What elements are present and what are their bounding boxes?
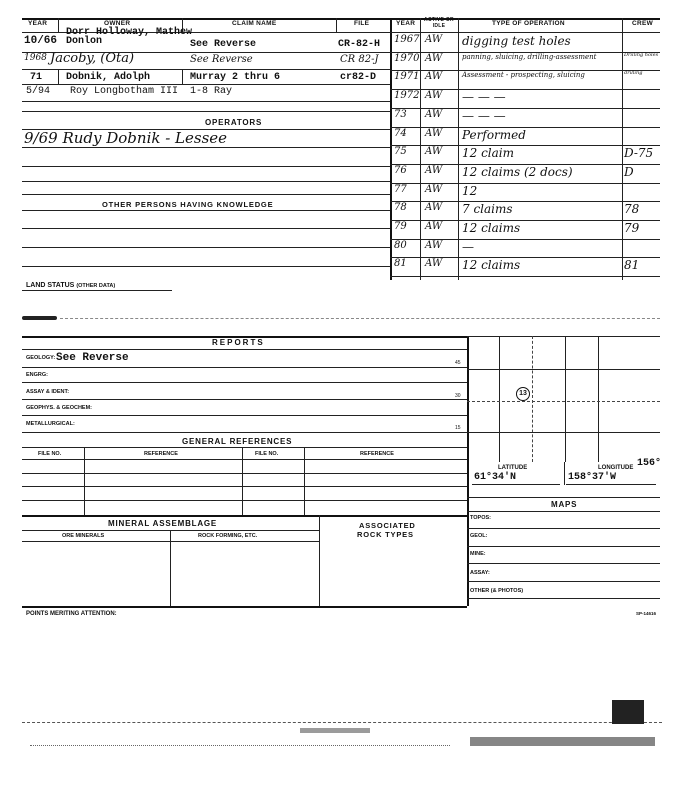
col-divider xyxy=(58,69,59,84)
claim-year: 71 xyxy=(30,72,43,83)
activity-type: 12 claim xyxy=(462,146,515,161)
rock-forming-header: ROCK FORMING, ETC. xyxy=(198,533,258,539)
rock-types-label: ROCK TYPES xyxy=(357,530,414,539)
claims-file-header: FILE xyxy=(354,20,370,27)
grid-top-border xyxy=(467,336,660,337)
activity-year: 80 xyxy=(394,239,407,251)
metallurgical-label: METALLURGICAL: xyxy=(26,421,75,427)
activity-status: AW xyxy=(425,202,443,214)
activity-status: AW xyxy=(425,127,443,139)
ore-minerals-header: ORE MINERALS xyxy=(62,533,105,539)
scan-mark xyxy=(470,737,655,746)
row-line xyxy=(22,147,390,148)
scan-line xyxy=(30,745,450,746)
activity-row-line xyxy=(390,276,660,277)
activity-year: 1972 xyxy=(394,90,420,102)
activity-type-header: TYPE OF OPERATION xyxy=(492,20,565,27)
grid-left-border xyxy=(467,336,469,606)
activity-year: 1967 xyxy=(394,34,420,45)
longitude-extra: 156° xyxy=(637,458,662,469)
activity-type: — — — xyxy=(462,108,506,123)
activity-header-divider xyxy=(390,32,660,33)
gen-ref-header-line xyxy=(22,447,467,448)
activity-status: AW xyxy=(425,164,443,176)
row-line xyxy=(22,486,467,487)
row-line xyxy=(22,515,467,517)
latitude-underline xyxy=(472,484,560,485)
row-line xyxy=(467,581,660,582)
grid-line xyxy=(532,336,533,462)
maps-other-label: OTHER (& PHOTOS) xyxy=(470,588,524,594)
operator-entry: 9/69 Rudy Dobnik - Lessee xyxy=(24,129,228,147)
activity-type: 12 claims xyxy=(462,258,521,273)
row-line xyxy=(22,69,390,70)
claim-year: 5/94 xyxy=(26,86,51,97)
engrg-label: ENGRG: xyxy=(26,372,48,378)
activity-year: 74 xyxy=(394,127,407,139)
activity-type: 12 claims xyxy=(462,221,521,235)
activity-type: 12 xyxy=(462,183,478,198)
operators-title: OPERATORS xyxy=(205,118,263,127)
row-line xyxy=(22,415,467,416)
activity-year-header: YEAR xyxy=(396,20,416,27)
scan-mark xyxy=(300,728,370,733)
activity-crew: D-75 xyxy=(624,146,654,161)
claims-name-header: CLAIM NAME xyxy=(232,20,277,27)
col-divider xyxy=(84,447,85,515)
col-divider xyxy=(420,18,421,280)
claim-year: 10/66 xyxy=(24,35,58,47)
activity-status: AW xyxy=(425,52,443,64)
activity-status: AW xyxy=(425,258,443,270)
gen-ref-file-header: FILE NO. xyxy=(38,451,62,457)
activity-status: AW xyxy=(425,146,443,158)
activity-type: 7 claims xyxy=(462,202,513,217)
row-line xyxy=(22,459,467,460)
land-status-title: LAND STATUS xyxy=(26,282,75,289)
activity-year: 73 xyxy=(394,108,407,120)
assay-ident-label: ASSAY & IDENT: xyxy=(26,389,70,395)
claim-name: See Reverse xyxy=(190,54,253,65)
row-line xyxy=(467,598,660,599)
activity-status: AW xyxy=(425,108,443,120)
scale-label: 45 xyxy=(455,360,461,366)
activity-year: 76 xyxy=(394,164,407,176)
row-line xyxy=(467,563,660,564)
activity-type: — xyxy=(462,239,474,254)
row-line xyxy=(467,528,660,529)
scan-mark xyxy=(22,316,57,320)
row-line xyxy=(22,101,390,102)
latitude-value: 61°34'N xyxy=(474,472,517,483)
activity-status: AW xyxy=(425,239,443,251)
claim-owner: Roy Longbotham III xyxy=(70,86,179,97)
geology-label: GEOLOGY: xyxy=(26,355,56,361)
grid-line xyxy=(499,336,500,462)
land-status-label xyxy=(26,282,115,289)
activity-status: AW xyxy=(425,90,443,102)
grid-line xyxy=(467,369,660,370)
gen-ref-file-header: FILE NO. xyxy=(255,451,279,457)
longitude-underline xyxy=(566,484,656,485)
activity-status: AW xyxy=(425,34,443,45)
activity-crew: 81 xyxy=(624,258,640,273)
col-divider xyxy=(242,447,243,515)
activity-crew: D xyxy=(624,164,634,179)
activity-crew-header: CREW xyxy=(632,20,654,27)
row-line xyxy=(22,84,390,85)
row-line xyxy=(22,247,390,248)
row-line xyxy=(22,194,390,195)
activity-crew: 79 xyxy=(624,221,640,235)
activity-year: 1970 xyxy=(394,52,420,64)
activity-type: 12 claims (2 docs) xyxy=(462,164,573,179)
row-line xyxy=(22,181,390,182)
activity-left-border xyxy=(390,18,392,280)
row-line xyxy=(22,473,467,474)
other-persons-title: OTHER PERSONS HAVING KNOWLEDGE xyxy=(102,200,274,209)
scan-line xyxy=(22,722,662,723)
maps-topos-label: TOPOS: xyxy=(470,515,491,521)
col-divider xyxy=(319,515,320,606)
maps-geol-label: GEOL: xyxy=(470,533,488,539)
activity-status: AW xyxy=(425,221,443,232)
grid-line xyxy=(467,401,660,402)
claim-name: 1-8 Ray xyxy=(190,86,233,97)
activity-type: digging test holes xyxy=(462,34,571,48)
activity-crew: Drilling holes xyxy=(624,51,659,58)
maps-title: MAPS xyxy=(551,500,578,509)
col-divider xyxy=(336,18,337,32)
row-line xyxy=(22,382,467,383)
activity-crew: 78 xyxy=(624,202,640,217)
activity-type: panning, sluicing, drilling-assessment xyxy=(462,52,597,61)
reports-title: REPORTS xyxy=(212,338,265,347)
activity-status: AW xyxy=(425,71,443,83)
maps-assay-label: ASSAY: xyxy=(470,570,490,576)
activity-type: Assessment - prospecting, sluicing xyxy=(462,71,585,80)
row-line xyxy=(467,546,660,547)
claim-owner: Jacoby, (Ota) xyxy=(50,51,135,66)
claim-owner: Dobnik, Adolph xyxy=(66,72,151,83)
grid-line xyxy=(565,336,566,462)
associated-label: ASSOCIATED xyxy=(359,521,416,530)
claim-name: See Reverse xyxy=(190,39,257,50)
grid-line xyxy=(467,432,660,433)
location-circle-marker: 13 xyxy=(516,387,530,401)
claim-owner: Dorr Holloway, Mathew Donlon xyxy=(66,27,193,47)
col-divider xyxy=(458,18,459,280)
col-divider xyxy=(182,69,183,84)
activity-crew: drilling xyxy=(624,70,643,77)
row-line xyxy=(22,500,467,501)
col-divider xyxy=(58,18,59,32)
activity-year: 79 xyxy=(394,221,407,232)
activity-status: AW xyxy=(425,183,443,195)
claims-owner-header: OWNER xyxy=(104,20,131,27)
points-meriting-attention-label: POINTS MERITING ATTENTION: xyxy=(26,611,117,617)
form-number: SP-14616 xyxy=(636,611,657,616)
section-bottom-line xyxy=(22,606,467,608)
row-line xyxy=(22,111,390,112)
row-line xyxy=(22,367,467,368)
activity-year: 1971 xyxy=(394,71,420,83)
general-references-title: GENERAL REFERENCES xyxy=(182,437,293,446)
geology-value: See Reverse xyxy=(56,352,129,364)
land-status-sub: (OTHER DATA) xyxy=(76,283,116,289)
claim-file: CR-82-H xyxy=(338,39,381,50)
row-line xyxy=(22,166,390,167)
claim-year: 1968 xyxy=(24,53,47,63)
maps-top-line xyxy=(467,497,660,498)
scale-label: 30 xyxy=(455,393,461,399)
mineral-assemblage-title: MINERAL ASSEMBLAGE xyxy=(108,519,218,528)
longitude-label: LONGITUDE xyxy=(598,465,634,471)
claims-year-header: YEAR xyxy=(28,20,48,27)
row-line xyxy=(22,399,467,400)
longitude-value: 158°37'W xyxy=(568,472,617,483)
claim-file: CR 82-J xyxy=(340,54,379,65)
gen-ref-reference-header: REFERENCE xyxy=(360,451,394,457)
activity-type: — — — xyxy=(462,90,506,105)
maps-header-line xyxy=(467,511,660,512)
land-status-line xyxy=(60,318,660,319)
land-status-underline xyxy=(22,290,172,291)
scale-label: 15 xyxy=(455,425,461,431)
col-divider xyxy=(304,447,305,515)
activity-year: 78 xyxy=(394,202,407,214)
row-line xyxy=(22,266,390,267)
grid-line xyxy=(564,462,565,485)
activity-year: 77 xyxy=(394,183,407,195)
activity-year: 81 xyxy=(394,258,407,270)
scan-mark xyxy=(612,700,644,724)
activity-type: Performed xyxy=(462,127,526,142)
reports-header-divider xyxy=(22,349,467,350)
row-line xyxy=(22,432,467,433)
row-line xyxy=(22,210,390,211)
top-border xyxy=(22,18,390,20)
activity-active-header: ACTIVE OR IDLE xyxy=(424,17,454,29)
activity-year: 75 xyxy=(394,146,407,158)
latitude-label: LATITUDE xyxy=(498,465,528,471)
col-divider xyxy=(622,18,623,280)
grid-line xyxy=(598,336,599,462)
claim-name: Murray 2 thru 6 xyxy=(190,72,281,83)
col-divider xyxy=(170,530,171,606)
gen-ref-reference-header: REFERENCE xyxy=(144,451,178,457)
row-line xyxy=(22,228,390,229)
claim-file: cr82-D xyxy=(340,72,377,83)
geophys-label: GEOPHYS. & GEOCHEM: xyxy=(26,405,93,411)
maps-mine-label: MINE: xyxy=(470,551,486,557)
